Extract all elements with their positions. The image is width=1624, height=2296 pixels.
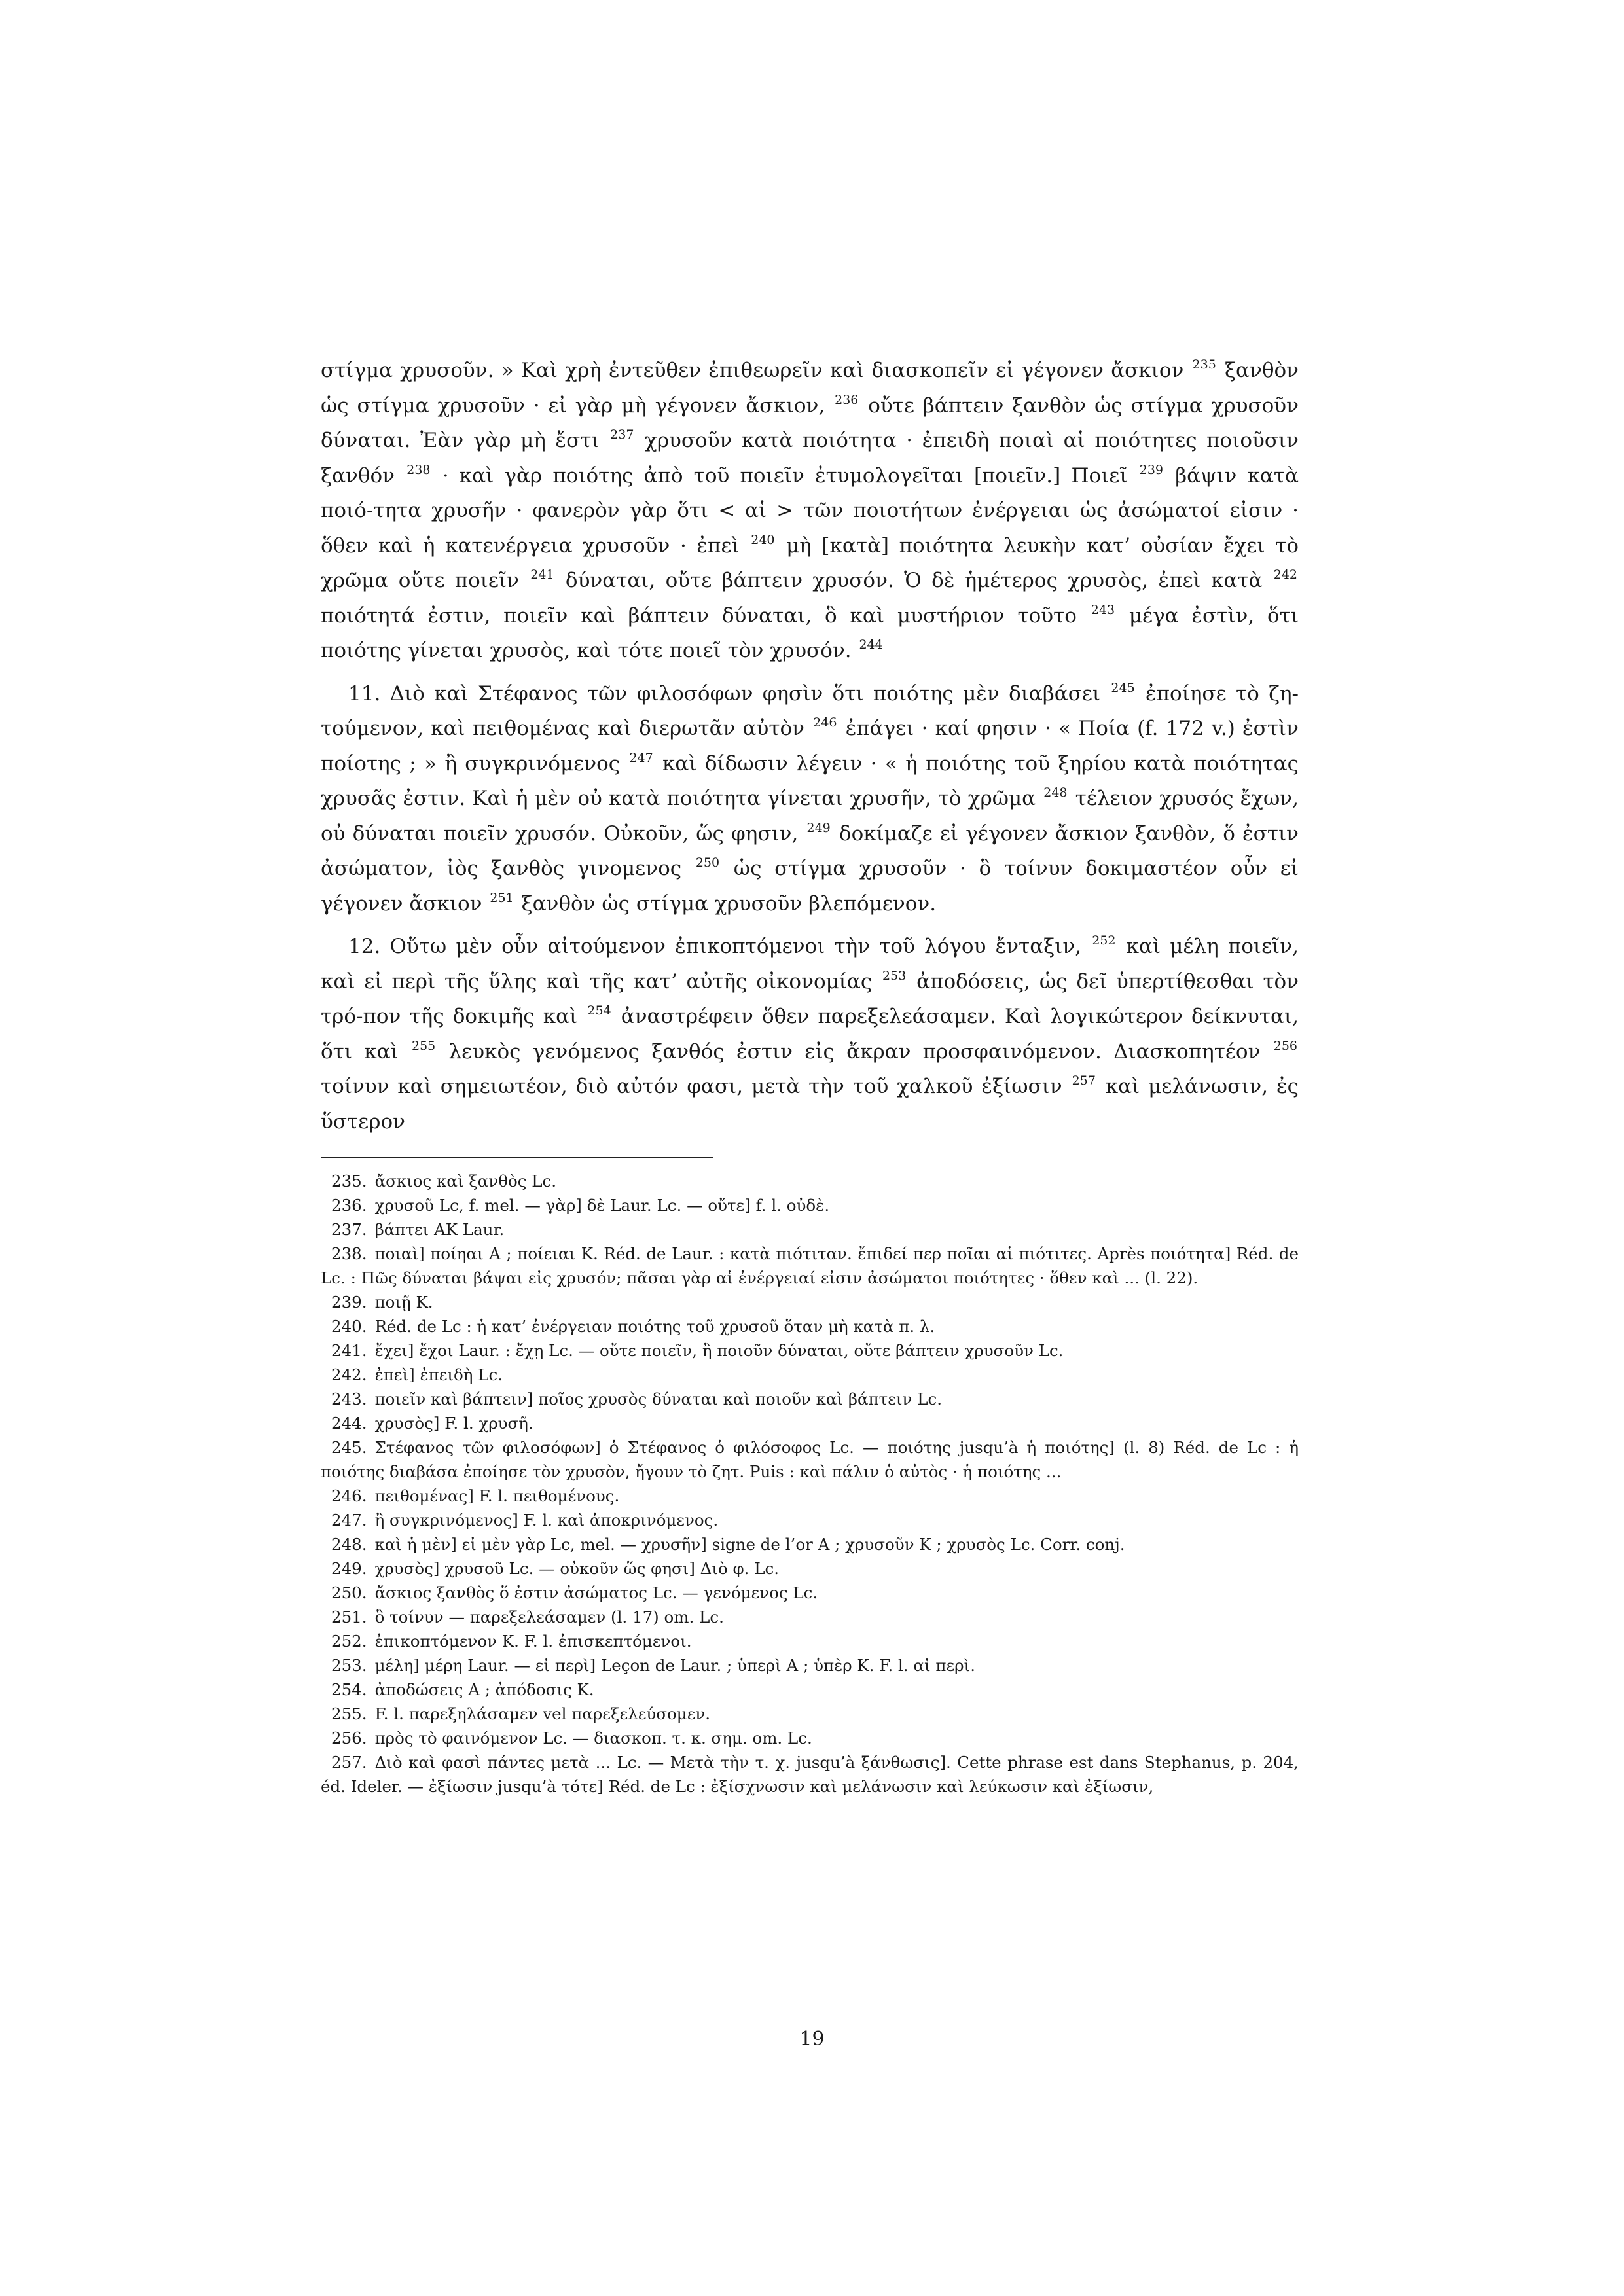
text-segment: καὶ μέλη ποιεῖν, καὶ εἰ περὶ τῆς ὕλης καὶ τῆς κατ’ αὐτῆς οἰκονομίας	[321, 935, 1299, 994]
footnote-number: 256.	[331, 1729, 367, 1748]
footnote-ref-254[interactable]: 254	[587, 1003, 611, 1018]
footnote-text: χρυσοῦ Lc, f. mel. — γὰρ] δὲ Laur. Lc. — οὔτε] f. l. οὐδὲ.	[374, 1196, 830, 1215]
footnote-text: ἄσκιος καὶ ξανθὸς Lc.	[374, 1172, 556, 1191]
paragraph-p-11	[321, 677, 1299, 922]
footnote-ref-235[interactable]: 235	[1192, 357, 1216, 372]
footnote-ref-236[interactable]: 236	[835, 392, 859, 407]
page-number: 19	[799, 2028, 825, 2051]
footnote-text: ἐπικοπτόμενον K. F. l. ἐπισκεπτόμενοι.	[374, 1632, 692, 1651]
text-segment: ἀποδόσεις, ὡς δεῖ ὑπερτίθεσθαι τὸν τρό-πον τῆς δοκιμῆς καὶ	[321, 969, 1299, 1028]
footnote-ref-250[interactable]: 250	[695, 855, 720, 870]
footnote-text: ποιεῖν καὶ βάπτειν] ποῖος χρυσὸς δύναται καὶ ποιοῦν καὶ βάπτειν Lc.	[374, 1390, 942, 1408]
footnote-ref-242[interactable]: 242	[1273, 567, 1297, 582]
text-segment: ἐποίησε τὸ ζη-τούμενον, καὶ πειθομένας καὶ διερωτᾶν αὐτὸν	[321, 681, 1299, 740]
paragraph-p-cont	[321, 353, 1299, 669]
footnote-number: 251.	[331, 1607, 367, 1626]
footnote-ref-240[interactable]: 240	[751, 532, 775, 547]
footnote-ref-249[interactable]: 249	[806, 820, 831, 835]
text-segment: 12. Οὕτω μὲν οὖν αἰτούμενον ἐπικοπτόμενοι τὴν τοῦ λόγου ἔνταξιν,	[348, 935, 1091, 958]
footnote-number: 246.	[331, 1486, 367, 1505]
footnote-ref-256[interactable]: 256	[1273, 1038, 1297, 1053]
footnote-ref-252[interactable]: 252	[1092, 933, 1116, 948]
text-segment: ξανθὸν ὡς στίγμα χρυσοῦν βλεπόμενον.	[514, 891, 937, 916]
footnote-text: καὶ ἡ μὲν] εἰ μὲν γὰρ Lc, mel. — χρυσῆν] signe de l’or A ; χρυσοῦν K ; χρυσὸς Lc. Corr. conj.	[374, 1535, 1125, 1554]
footnote-ref-244[interactable]: 244	[859, 637, 883, 652]
footnote-text: χρυσὸς] χρυσοῦ Lc. — οὐκοῦν ὥς φησι] Διὸ φ. Lc.	[374, 1559, 780, 1578]
footnote-257	[321, 1750, 1299, 1799]
footnote-text: πρὸς τὸ φαινόμενον Lc. — διασκοπ. τ. κ. σημ. om. Lc.	[374, 1729, 812, 1748]
footnote-244	[321, 1411, 1299, 1435]
footnote-text: πειθομένας] F. l. πειθομένους.	[374, 1486, 620, 1505]
footnote-number: 247.	[331, 1511, 367, 1530]
footnote-text: ἢ συγκρινόμενος] F. l. καὶ ἀποκρινόμενος.	[374, 1511, 719, 1530]
footnote-number: 249.	[331, 1559, 367, 1578]
footnote-250	[321, 1581, 1299, 1605]
footnote-237	[321, 1217, 1299, 1242]
footnote-number: 250.	[331, 1583, 367, 1602]
text-segment: καὶ δίδωσιν λέγειν · « ἡ ποιότης τοῦ ξηρίου κατὰ ποιότητας χρυσᾶς ἐστιν. Καὶ ἡ μὲν οὐ κατὰ ποιότητα γίνεται χρυσῆν, τὸ χρῶμα	[321, 751, 1299, 810]
footnote-242	[321, 1363, 1299, 1387]
text-segment: καὶ μελάνωσιν, ἐς ὕστερον	[321, 1075, 1299, 1134]
text-segment: τοίνυν καὶ σημειωτέον, διὸ αὐτόν φασι, μετὰ τὴν τοῦ χαλκοῦ ἐξίωσιν	[321, 1075, 1071, 1098]
text-segment: μέγα ἐστὶν, ὅτι ποιότης γίνεται χρυσὸς, καὶ τότε ποιεῖ τὸν χρυσόν.	[321, 603, 1299, 662]
footnote-number: 235.	[331, 1172, 367, 1191]
footnote-243	[321, 1387, 1299, 1411]
footnote-number: 240.	[331, 1317, 367, 1336]
text-segment: ἀναστρέφειν ὅθεν παρεξελεάσαμεν. Καὶ λογικώτερον δείκνυται, ὅτι καὶ	[321, 1005, 1299, 1064]
footnote-235	[321, 1169, 1299, 1193]
footnote-number: 241.	[331, 1341, 367, 1360]
footnote-number: 242.	[331, 1365, 367, 1384]
footnote-text: Στέφανος τῶν φιλοσόφων] ὁ Στέφανος ὁ φιλόσοφος Lc. — ποιότης jusqu’à ἡ ποιότης] (l. 8) Réd. de Lc : ἡ ποιότης διαβάσα ἐποίησε τὸν χρυσὸν, ἤγουν τὸ ζητ. Puis : καὶ πάλιν ὁ αὐτὸς · ἡ ποιότης ...	[321, 1438, 1299, 1481]
footnote-ref-245[interactable]: 245	[1111, 680, 1135, 695]
footnote-246	[321, 1484, 1299, 1508]
footnote-text: ποιαὶ] ποίηαι A ; ποίειαι K. Réd. de Laur. : κατὰ πιότιταν. ἔπιδεί περ ποῖαι αἱ πιότιτες. Après ποιότητα] Réd. de Lc. : Πῶς δύναται βάψαι εἰς χρυσόν; πᾶσαι γὰρ αἱ ἐνέργειαί εἰσιν ἀσώματοι ποιότητες · ὅθεν καὶ ... (l. 22).	[321, 1244, 1299, 1287]
text-segment: ὡς στίγμα χρυσοῦν · ὃ τοίνυν δοκιμαστέον οὖν εἰ γέγονεν ἄσκιον	[321, 857, 1299, 916]
footnote-ref-246[interactable]: 246	[813, 715, 837, 730]
footnote-238	[321, 1242, 1299, 1290]
footnote-number: 239.	[331, 1293, 367, 1312]
footnote-text: βάπτει AK Laur.	[374, 1220, 505, 1239]
text-segment: λευκὸς γενόμενος ξανθός ἐστιν εἰς ἄκραν προσφαινόμενον. Διασκοπητέον	[437, 1039, 1272, 1064]
footnote-text: Réd. de Lc : ἡ κατ’ ἐνέργειαν ποιότης τοῦ χρυσοῦ ὅταν μὴ κατὰ π. λ.	[374, 1317, 935, 1336]
footnotes	[321, 1169, 1299, 1799]
footnote-text: ἄσκιος ξανθὸς ὅ ἐστιν ἀσώματος Lc. — γενόμενος Lc.	[374, 1583, 818, 1602]
footnote-ref-237[interactable]: 237	[610, 427, 634, 442]
footnote-254	[321, 1677, 1299, 1702]
footnote-number: 248.	[331, 1535, 367, 1554]
footnote-text: ὃ τοίνυν — παρεξελεάσαμεν (l. 17) om. Lc.	[374, 1607, 724, 1626]
footnote-number: 238.	[331, 1244, 367, 1263]
footnote-ref-248[interactable]: 248	[1043, 785, 1068, 800]
footnote-number: 245.	[331, 1438, 367, 1457]
footnote-ref-239[interactable]: 239	[1139, 462, 1164, 477]
text-segment: ἐπάγει · καί φησιν · « Ποία (f. 172 v.) ἐστὶν ποίοτης ; » ἢ συγκρινόμενος	[321, 717, 1299, 776]
footnote-number: 237.	[331, 1220, 367, 1239]
footnote-241	[321, 1338, 1299, 1363]
footnote-text: μέλη] μέρη Laur. — εἰ περὶ] Leçon de Laur. ; ὑπερὶ A ; ὑπὲρ K. F. l. αἱ περὶ.	[374, 1656, 975, 1675]
text-segment: ξανθὸν ὡς στίγμα χρυσοῦν · εἰ γὰρ μὴ γέγονεν ἄσκιον,	[321, 359, 1299, 418]
text-segment: δύναται, οὔτε βάπτειν χρυσόν. Ὁ δὲ ἡμέτερος χρυσὸς, ἐπεὶ κατὰ	[555, 569, 1272, 592]
footnote-ref-238[interactable]: 238	[406, 462, 431, 477]
footnote-240	[321, 1314, 1299, 1338]
footnote-252	[321, 1629, 1299, 1653]
text-segment: ποιότητά ἐστιν, ποιεῖν καὶ βάπτειν δύναται, ὃ καὶ μυστήριον τοῦτο	[321, 603, 1090, 628]
footnote-number: 257.	[331, 1753, 367, 1772]
footnote-text: ἐπεὶ] ἐπειδὴ Lc.	[374, 1365, 503, 1384]
text-segment: δοκίμαζε εἰ γέγονεν ἄσκιον ξανθὸν, ὅ ἐστιν ἀσώματον, ἰὸς ξανθὸς γινομενος	[321, 821, 1299, 880]
footnote-249	[321, 1556, 1299, 1581]
footnote-ref-253[interactable]: 253	[882, 968, 907, 983]
text-segment: 11. Διὸ καὶ Στέφανος τῶν φιλοσόφων φησὶν ὅτι ποιότης μὲν διαβάσει	[348, 681, 1110, 706]
footnote-247	[321, 1508, 1299, 1532]
text-segment: τέλειον χρυσός ἔχων, οὐ δύναται ποιεῖν χρυσόν. Οὐκοῦν, ὥς φησιν,	[321, 787, 1299, 846]
footnote-236	[321, 1193, 1299, 1217]
footnote-number: 255.	[331, 1704, 367, 1723]
footnote-253	[321, 1653, 1299, 1677]
footnote-text: ἔχει] ἔχοι Laur. : ἔχῃ Lc. — οὔτε ποιεῖν, ἢ ποιοῦν δύναται, οὔτε βάπτειν χρυσοῦν Lc.	[374, 1341, 1064, 1360]
footnote-text: ἀποδώσεις A ; ἀπόδοσις K.	[374, 1680, 594, 1699]
text-segment: χρυσοῦν κατὰ ποιότητα · ἐπειδὴ ποιαὶ αἱ ποιότητες ποιοῦσιν ξανθόν	[321, 429, 1299, 488]
footnote-ref-255[interactable]: 255	[411, 1038, 436, 1053]
footnote-number: 236.	[331, 1196, 367, 1215]
text-segment: · καὶ γὰρ ποιότης ἀπὸ τοῦ ποιεῖν ἐτυμολογεῖται [ποιεῖν.] Ποιεῖ	[431, 463, 1138, 488]
footnote-separator	[321, 1157, 713, 1158]
footnote-ref-243[interactable]: 243	[1091, 602, 1115, 617]
text-segment: στίγμα χρυσοῦν. » Καὶ χρὴ ἐντεῦθεν ἐπιθεωρεῖν καὶ διασκοπεῖν εἰ γέγονεν ἄσκιον	[321, 359, 1191, 382]
footnote-239	[321, 1290, 1299, 1314]
footnote-number: 252.	[331, 1632, 367, 1651]
footnote-text: ποιῇ K.	[374, 1293, 433, 1312]
footnote-245	[321, 1435, 1299, 1484]
footnote-ref-247[interactable]: 247	[629, 750, 653, 765]
main-text	[321, 353, 1299, 1139]
text-segment: μὴ [κατὰ] ποιότητα λευκὴν κατ’ οὐσίαν ἔχει τὸ χρῶμα οὔτε ποιεῖν	[321, 533, 1299, 592]
footnote-number: 254.	[331, 1680, 367, 1699]
footnote-ref-257[interactable]: 257	[1072, 1073, 1096, 1088]
footnote-number: 253.	[331, 1656, 367, 1675]
text-segment: βάψιν κατὰ ποιό-τητα χρυσῆν · φανερὸν γὰρ ὅτι < αἱ > τῶν ποιοτήτων ἐνέργειαι ὡς ἀσώματοί εἰσιν · ὅθεν καὶ ἡ κατενέργεια χρυσοῦν · ἐπεὶ	[321, 463, 1299, 558]
footnote-ref-241[interactable]: 241	[530, 567, 554, 582]
footnote-text: Διὸ καὶ φασὶ πάντες μετὰ ... Lc. — Μετὰ τὴν τ. χ. jusqu’à ξάνθωσις]. Cette phrase est dans Stephanus, p. 204, éd. Ideler. — ἐξίωσιν jusqu’à τότε] Réd. de Lc : ἐξίσχνωσιν καὶ μελάνωσιν καὶ λεύκωσιν καὶ ἐξίωσιν,	[321, 1753, 1299, 1796]
footnote-255	[321, 1702, 1299, 1726]
footnote-text: F. l. παρεξηλάσαμεν vel παρεξελεύσομεν.	[374, 1704, 711, 1723]
footnote-text: χρυσὸς] F. l. χρυσῆ.	[374, 1414, 533, 1433]
footnote-number: 243.	[331, 1390, 367, 1408]
text-segment: οὔτε βάπτειν ξανθὸν ὡς στίγμα χρυσοῦν δύναται. Ἐὰν γὰρ μὴ ἔστι	[321, 393, 1299, 452]
paragraph-p-12	[321, 929, 1299, 1139]
footnote-ref-251[interactable]: 251	[490, 890, 514, 905]
footnote-256	[321, 1726, 1299, 1750]
footnote-248	[321, 1532, 1299, 1556]
footnote-number: 244.	[331, 1414, 367, 1433]
footnote-251	[321, 1605, 1299, 1629]
